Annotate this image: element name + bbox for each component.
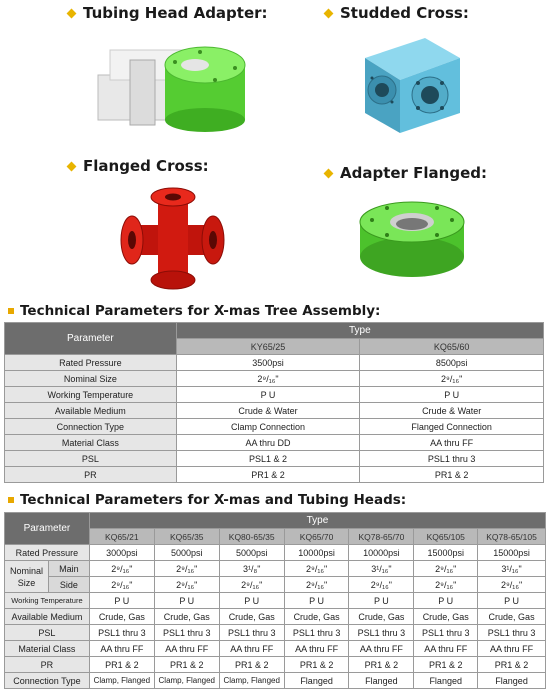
table-cell: Crude & Water xyxy=(360,403,544,419)
table-cell: Crude & Water xyxy=(176,403,360,419)
table1-param-header: Parameter xyxy=(5,323,177,355)
table-cell: Flanged xyxy=(478,673,546,689)
tubing-head-adapter-label: Tubing Head Adapter: xyxy=(83,4,268,22)
table-cell: AA thru FF xyxy=(219,641,284,657)
xmas-tubing-heads-table xyxy=(4,512,546,689)
table1-model: KY65/25 xyxy=(176,339,360,355)
table-row xyxy=(5,403,544,419)
table-cell: AA thru DD xyxy=(176,435,360,451)
table-cell: AA thru FF xyxy=(89,641,154,657)
row-label: PR xyxy=(5,467,177,483)
bullet-icon xyxy=(8,497,14,503)
table-cell: 8500psi xyxy=(360,355,544,371)
row-label: PSL xyxy=(5,625,90,641)
flanged-cross-label: Flanged Cross: xyxy=(83,157,209,175)
table-cell: 2⁹/₁₆" xyxy=(360,371,544,387)
table-cell: 2⁹/₁₆" xyxy=(219,577,284,593)
table-cell: PSL1 & 2 xyxy=(176,451,360,467)
table-cell: AA thru FF xyxy=(284,641,349,657)
table-row xyxy=(5,593,546,609)
row-label: Nominal Size xyxy=(5,561,49,593)
table-cell: PR1 & 2 xyxy=(176,467,360,483)
studded-cross-title xyxy=(325,4,469,22)
table-row xyxy=(5,435,544,451)
studded-cross-label: Studded Cross: xyxy=(340,4,469,22)
table-cell: PR1 & 2 xyxy=(219,657,284,673)
flanged-cross-title xyxy=(68,157,209,175)
table-cell: 2⁹/₁₆" xyxy=(414,561,478,577)
table2-model: KQ78-65/70 xyxy=(349,529,414,545)
table-row xyxy=(5,467,544,483)
table-row xyxy=(5,657,546,673)
table-row xyxy=(5,355,544,371)
table2-title xyxy=(8,492,406,508)
table2-model: KQ80-65/35 xyxy=(219,529,284,545)
table-cell: AA thru FF xyxy=(349,641,414,657)
row-label: Connection Type xyxy=(5,673,90,689)
table-cell: 3500psi xyxy=(176,355,360,371)
table-cell: AA thru FF xyxy=(478,641,546,657)
table-cell: 2⁹/₁₆" xyxy=(176,371,360,387)
table-cell: P U xyxy=(219,593,284,609)
table1-title xyxy=(8,303,380,319)
table-cell: 2⁹/₁₆" xyxy=(414,577,478,593)
tubing-head-adapter-title xyxy=(68,4,268,22)
table-cell: P U xyxy=(284,593,349,609)
table-cell: 3¹/₁₆" xyxy=(349,561,414,577)
row-label: Nominal Size xyxy=(5,371,177,387)
bullet-icon xyxy=(324,9,334,19)
table1-title-text: Technical Parameters for X-mas Tree Assembly: xyxy=(20,303,381,319)
table2-model: KQ65/70 xyxy=(284,529,349,545)
bullet-icon xyxy=(324,169,334,179)
table-cell: P U xyxy=(89,593,154,609)
table-cell: 2⁹/₁₆" xyxy=(284,561,349,577)
table-cell: Flanged xyxy=(284,673,349,689)
table-cell: P U xyxy=(414,593,478,609)
table-cell: PR1 & 2 xyxy=(284,657,349,673)
sub-row-label: Main xyxy=(48,561,89,577)
table2-type-header: Type xyxy=(89,513,545,529)
table-cell: PSL1 thru 3 xyxy=(154,625,219,641)
bullet-icon xyxy=(8,308,14,314)
table-cell: AA thru FF xyxy=(360,435,544,451)
table-cell: Crude, Gas xyxy=(414,609,478,625)
table-cell: PSL1 thru 3 xyxy=(284,625,349,641)
sub-row-label: Side xyxy=(48,577,89,593)
row-label: PSL xyxy=(5,451,177,467)
studded-cross-image xyxy=(350,28,470,138)
table-row xyxy=(5,371,544,387)
table-row xyxy=(5,625,546,641)
table2-model: KQ65/21 xyxy=(89,529,154,545)
tubing-head-adapter-image xyxy=(90,30,250,135)
table-cell: AA thru FF xyxy=(154,641,219,657)
table-cell: PSL1 thru 3 xyxy=(414,625,478,641)
table-cell: 2⁹/₁₆" xyxy=(89,577,154,593)
table-cell: Flanged Connection xyxy=(360,419,544,435)
table-cell: 3¹/₁₆" xyxy=(478,561,546,577)
table-row xyxy=(5,577,546,593)
table-row xyxy=(5,561,546,577)
table-cell: 15000psi xyxy=(414,545,478,561)
row-label: Rated Pressure xyxy=(5,545,90,561)
table-cell: PR1 & 2 xyxy=(349,657,414,673)
table1-type-header: Type xyxy=(176,323,543,339)
table1-model: KQ65/60 xyxy=(360,339,544,355)
table-cell: P U xyxy=(154,593,219,609)
adapter-flanged-image xyxy=(352,200,472,280)
table-cell: Clamp, Flanged xyxy=(154,673,219,689)
table-cell: 10000psi xyxy=(349,545,414,561)
table-cell: 3¹/₈" xyxy=(219,561,284,577)
bullet-icon xyxy=(67,162,77,172)
table-cell: PR1 & 2 xyxy=(360,467,544,483)
table-cell: AA thru FF xyxy=(414,641,478,657)
table-cell: Crude, Gas xyxy=(219,609,284,625)
table-cell: P U xyxy=(349,593,414,609)
row-label: Material Class xyxy=(5,641,90,657)
row-label: Connection Type xyxy=(5,419,177,435)
table-cell: Clamp, Flanged xyxy=(89,673,154,689)
adapter-flanged-title xyxy=(325,164,487,182)
table-cell: Crude, Gas xyxy=(349,609,414,625)
row-label: Working Temperature xyxy=(5,593,90,609)
table-row xyxy=(5,419,544,435)
table-cell: PSL1 thru 3 xyxy=(478,625,546,641)
adapter-flanged-label: Adapter Flanged: xyxy=(340,164,488,182)
table-row xyxy=(5,545,546,561)
table-row xyxy=(5,451,544,467)
table-cell: PSL1 thru 3 xyxy=(219,625,284,641)
table-cell: Clamp, Flanged xyxy=(219,673,284,689)
table-cell: Clamp Connection xyxy=(176,419,360,435)
table-cell: Flanged xyxy=(414,673,478,689)
table-cell: Crude, Gas xyxy=(89,609,154,625)
table-cell: PSL1 thru 3 xyxy=(349,625,414,641)
table-cell: PR1 & 2 xyxy=(89,657,154,673)
row-label: Material Class xyxy=(5,435,177,451)
table2-model: KQ65/35 xyxy=(154,529,219,545)
table-cell: PSL1 thru 3 xyxy=(360,451,544,467)
table2-model: KQ78-65/105 xyxy=(478,529,546,545)
table-cell: Crude, Gas xyxy=(478,609,546,625)
table-cell: PR1 & 2 xyxy=(414,657,478,673)
table-cell: 2⁹/₁₆" xyxy=(349,577,414,593)
table2-title-text: Technical Parameters for X-mas and Tubing Heads: xyxy=(20,492,407,508)
table-cell: 15000psi xyxy=(478,545,546,561)
table-cell: P U xyxy=(176,387,360,403)
bullet-icon xyxy=(67,9,77,19)
table-cell: 2⁹/₁₆" xyxy=(478,577,546,593)
xmas-tree-assembly-table xyxy=(4,322,544,483)
table-cell: Flanged xyxy=(349,673,414,689)
table-cell: Crude, Gas xyxy=(154,609,219,625)
table-cell: PSL1 thru 3 xyxy=(89,625,154,641)
table-cell: 2⁹/₁₆" xyxy=(154,577,219,593)
row-label: PR xyxy=(5,657,90,673)
table-row xyxy=(5,387,544,403)
table-cell: 2⁹/₁₆" xyxy=(154,561,219,577)
row-label: Available Medium xyxy=(5,403,177,419)
table-cell: 5000psi xyxy=(219,545,284,561)
table-cell: PR1 & 2 xyxy=(478,657,546,673)
flanged-cross-image xyxy=(110,185,235,290)
table-cell: Crude, Gas xyxy=(284,609,349,625)
table-cell: 3000psi xyxy=(89,545,154,561)
table2-model: KQ65/105 xyxy=(414,529,478,545)
table-cell: P U xyxy=(360,387,544,403)
table-cell: 2⁹/₁₆" xyxy=(89,561,154,577)
table-cell: PR1 & 2 xyxy=(154,657,219,673)
table-row xyxy=(5,609,546,625)
table-cell: 2⁹/₁₆" xyxy=(284,577,349,593)
table2-param-header: Parameter xyxy=(5,513,90,545)
row-label: Available Medium xyxy=(5,609,90,625)
row-label: Working Temperature xyxy=(5,387,177,403)
table-cell: 5000psi xyxy=(154,545,219,561)
table-cell: P U xyxy=(478,593,546,609)
row-label: Rated Pressure xyxy=(5,355,177,371)
table-cell: 10000psi xyxy=(284,545,349,561)
table-row xyxy=(5,641,546,657)
